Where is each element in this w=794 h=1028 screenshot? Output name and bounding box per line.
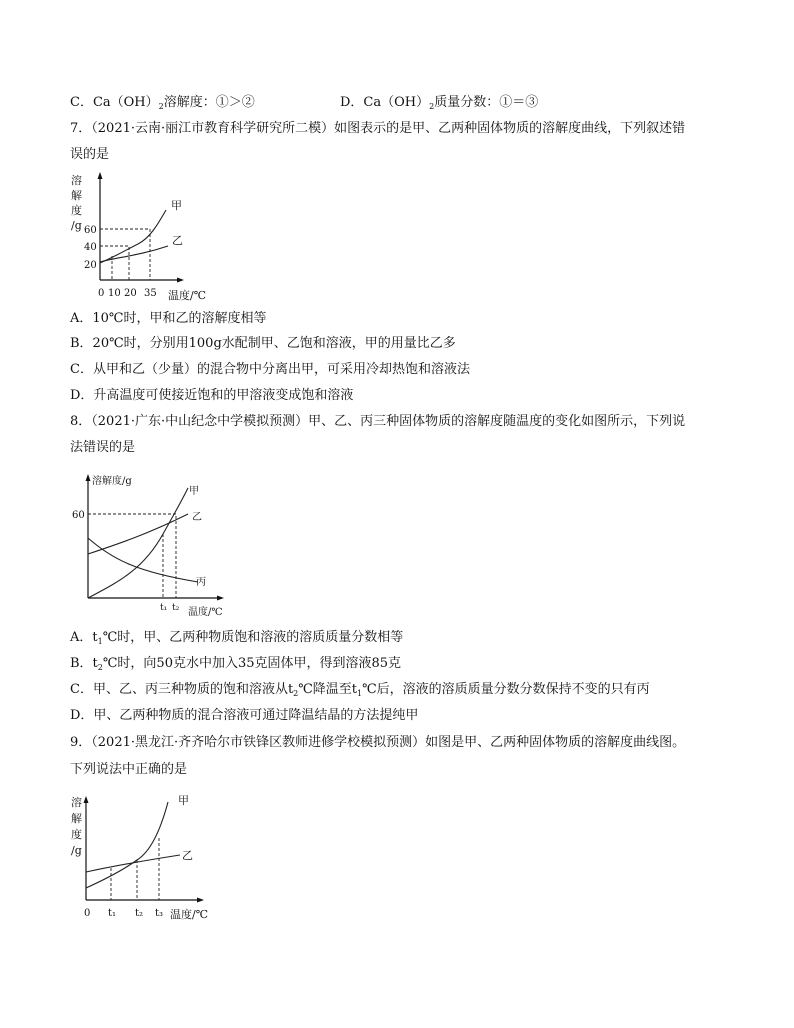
q7-guide-60	[100, 229, 150, 280]
q7-ylabel-2: 解	[71, 189, 82, 202]
q6-option-c	[70, 95, 255, 112]
q9-xtick-0: 0	[84, 908, 91, 919]
q9-ylabel-3: 度	[71, 828, 82, 841]
q7-ytick-40: 40	[84, 242, 97, 253]
q8-label-yi: 乙	[192, 512, 202, 523]
q8-option-a	[70, 630, 403, 647]
q9-stem-line2: 下列说法中正确的是	[70, 762, 188, 777]
q9-ylabel-2: 解	[71, 812, 82, 825]
q8-option-b	[70, 656, 401, 673]
q9-xlabel: 温度/℃	[170, 908, 209, 921]
q9-solubility-graph	[68, 792, 218, 922]
q9-curve-yi	[86, 855, 180, 872]
q8-label-bing: 丙	[196, 577, 206, 588]
q7-ylabel-4: /g	[71, 219, 82, 232]
q9-xtick-t3: t₃	[155, 908, 164, 919]
q6-option-d	[340, 95, 538, 112]
q7-option-d: D．升高温度可使接近饱和的甲溶液变成饱和溶液	[70, 388, 354, 403]
q8-xtick-t2: t₂	[172, 603, 180, 613]
q7-curve-yi	[100, 246, 168, 262]
q8-x-arrow	[217, 596, 224, 601]
q9-xtick-t1: t₁	[108, 908, 117, 919]
q8-y-arrow	[86, 474, 91, 481]
q9-xtick-t2: t₂	[135, 908, 144, 919]
q8-ytick-60: 60	[72, 510, 85, 521]
q9-y-arrow	[84, 796, 89, 803]
q8-option-a-pre: A．t	[70, 630, 98, 645]
q7-xtick-35: 35	[144, 288, 157, 299]
q9-ylabel-4: /g	[71, 844, 82, 857]
q6-option-d-subscript: 2	[429, 102, 435, 111]
q7-option-a: A．10℃时，甲和乙的溶解度相等	[70, 311, 267, 326]
q8-option-c-sub1: 2	[293, 689, 299, 698]
q7-xtick-20: 20	[124, 288, 137, 299]
q7-label-yi: 乙	[172, 234, 183, 247]
q8-xtick-t1: t₁	[160, 603, 168, 613]
q8-solubility-graph	[68, 470, 248, 620]
q7-option-b: B．20℃时，分别用100g水配制甲、乙饱和溶液，甲的用量比乙多	[70, 336, 456, 351]
q7-option-c: C．从甲和乙（少量）的混合物中分离出甲，可采用冷却热饱和溶液法	[70, 362, 470, 377]
q8-curve-yi	[88, 514, 188, 554]
q9-label-jia: 甲	[178, 794, 189, 807]
q8-option-c-pre: C．甲、乙、丙三种物质的饱和溶液从t	[70, 682, 294, 697]
q8-stem-line1: 8．（2021·广东·中山纪念中学模拟预测）甲、乙、丙三种固体物质的溶解度随温度的变化如图所示，下列说	[70, 414, 686, 429]
q8-option-a-post: ℃时，甲、乙两种物质饱和溶液的溶质质量分数相等	[102, 630, 404, 645]
q8-option-c-sub2: 1	[357, 689, 363, 698]
q8-ylabel: 溶解度/g	[92, 476, 132, 487]
q7-label-jia: 甲	[171, 199, 182, 212]
q7-ylabel-3: 度	[71, 204, 82, 217]
q7-ytick-60: 60	[84, 225, 97, 236]
q7-stem-line2: 误的是	[70, 147, 110, 162]
q7-xtick-0: 0	[98, 288, 105, 299]
q6-option-d-rest: 质量分数：①＝③	[434, 95, 539, 110]
q7-ytick-20: 20	[84, 260, 97, 271]
q9-curve-jia	[86, 802, 168, 888]
q7-xlabel: 温度/℃	[168, 289, 207, 302]
q6-option-c-text: C．Ca（OH）	[70, 95, 159, 110]
q8-option-b-sub: 2	[97, 663, 103, 672]
q8-stem-line2: 法错误的是	[70, 440, 136, 455]
q7-solubility-graph	[68, 172, 228, 304]
q9-x-arrow	[197, 898, 204, 903]
q8-label-jia: 甲	[189, 486, 199, 497]
q9-ylabel-1: 溶	[71, 796, 82, 809]
q8-option-c	[70, 682, 650, 699]
q8-option-a-sub: 1	[97, 637, 103, 646]
q8-xlabel: 温度/℃	[188, 607, 223, 618]
q9-stem-line1: 9．（2021·黑龙江·齐齐哈尔市铁锋区教师进修学校模拟预测）如图是甲、乙两种固体物质的溶解度曲线图。	[70, 735, 686, 750]
q8-option-b-pre: B．t	[70, 656, 98, 671]
q8-curve-bing	[88, 538, 198, 582]
q7-y-arrow	[98, 172, 103, 179]
q7-x-arrow	[177, 278, 184, 283]
q8-option-d: D．甲、乙两种物质的混合溶液可通过降温结晶的方法提纯甲	[70, 708, 419, 723]
q6-option-c-rest: 溶解度：①＞②	[163, 95, 255, 110]
q8-option-c-post: ℃后，溶液的溶质质量分数分数保持不变的只有丙	[362, 682, 650, 697]
q8-option-b-post: ℃时，向50克水中加入35克固体甲，得到溶液85克	[102, 656, 402, 671]
q8-curve-jia	[88, 488, 188, 598]
q6-option-c-subscript: 2	[158, 102, 164, 111]
q9-label-yi: 乙	[182, 849, 193, 862]
q7-ylabel-1: 溶	[71, 174, 82, 187]
q7-stem-line1: 7．（2021·云南·丽江市教育科学研究所二模）如图表示的是甲、乙两种固体物质的溶解度曲线，下列叙述错	[70, 121, 686, 136]
q8-option-c-mid: ℃降温至t	[298, 682, 358, 697]
q7-xtick-10: 10	[108, 288, 121, 299]
q6-option-d-text: D．Ca（OH）	[340, 95, 430, 110]
